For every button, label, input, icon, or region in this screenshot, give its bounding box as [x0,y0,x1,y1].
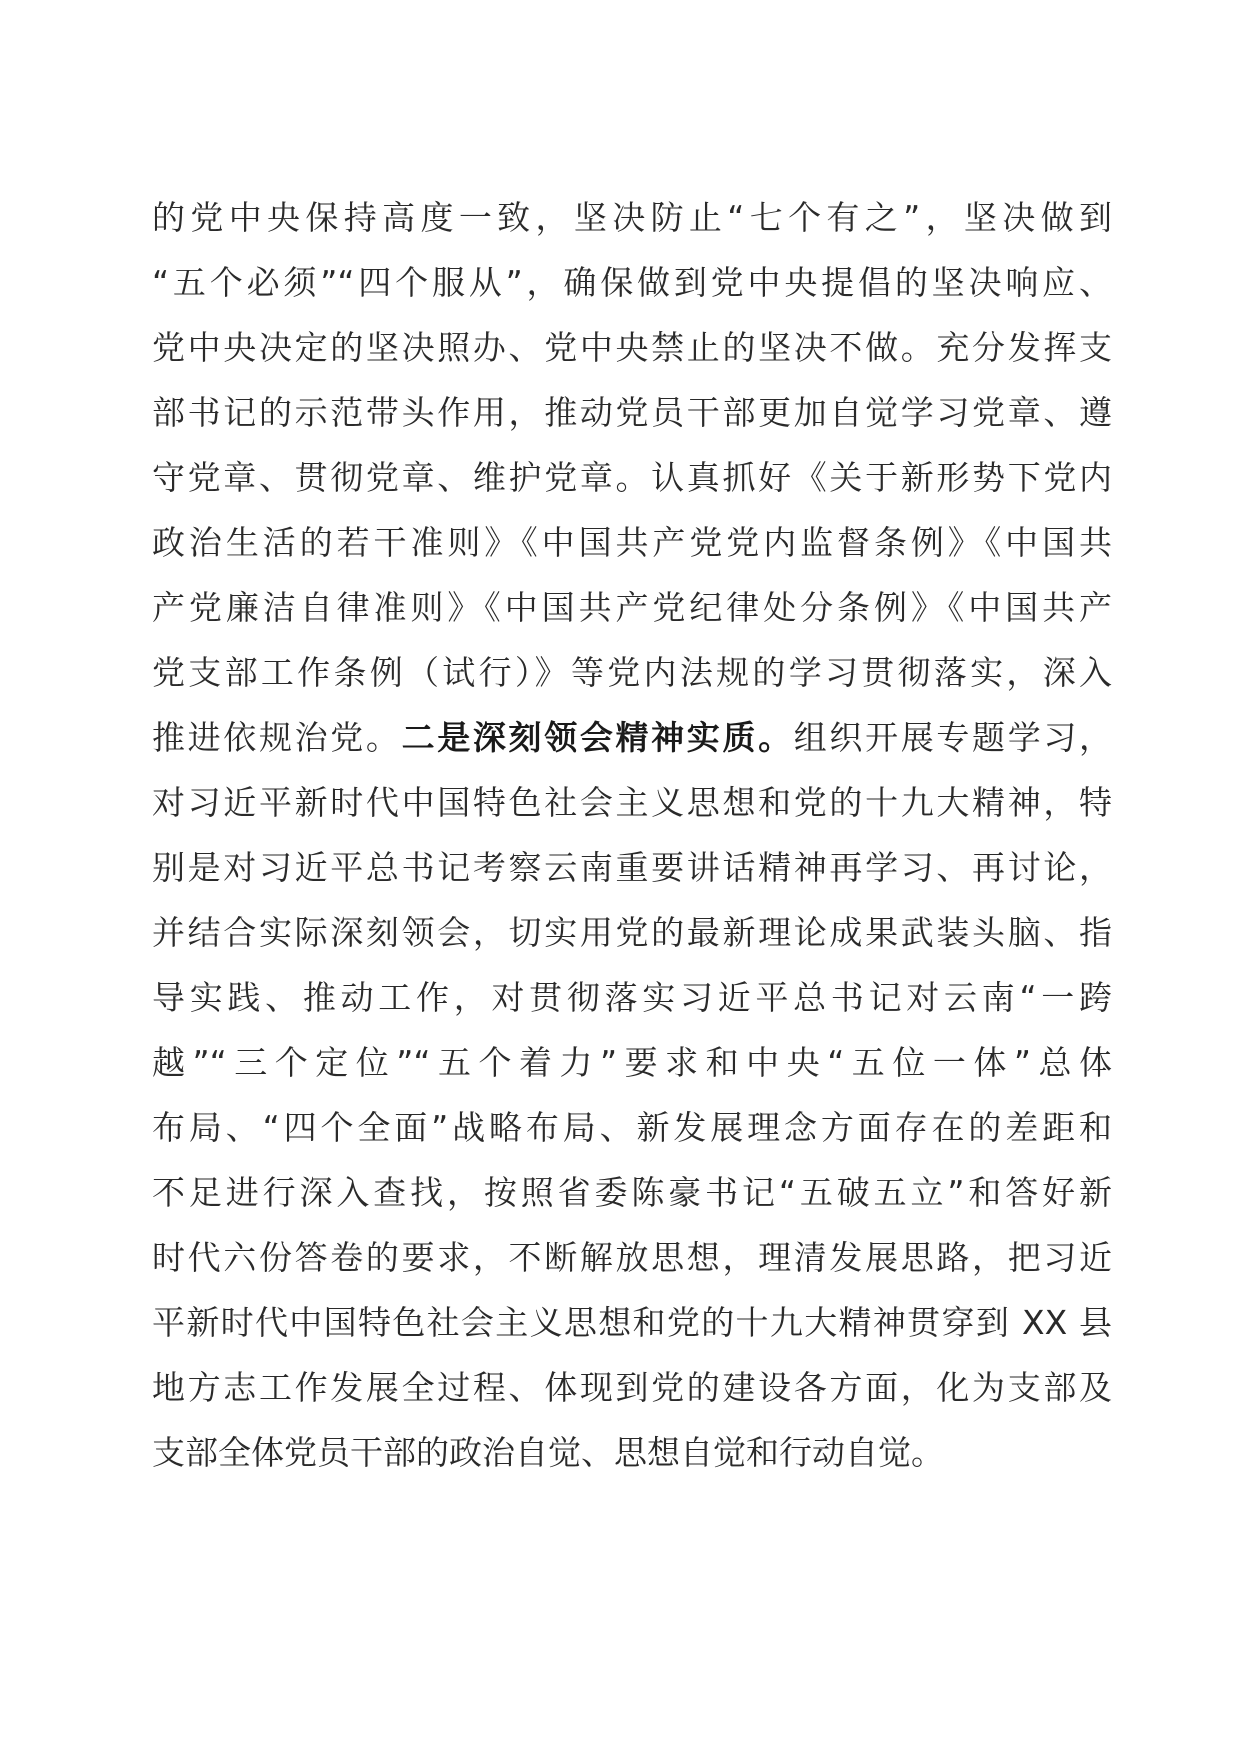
text-line-19: 地方志工作发展全过程、体现到党的建设各方面，化为支部及 [152,1368,1112,1407]
text-line-6: 政治生活的若干准则》《中国共产党党内监督条例》《中国共 [152,523,1112,562]
text-line-11: 别是对习近平总书记考察云南重要讲话精神再学习、再讨论， [152,848,1112,887]
text-line-1: 的党中央保持高度一致，坚决防止“七个有之”，坚决做到 [152,198,1112,237]
text-line-7: 产党廉洁自律准则》《中国共产党纪律处分条例》《中国共产 [152,588,1112,627]
text-line-15: 布局、“四个全面”战略布局、新发展理念方面存在的差距和 [152,1108,1112,1147]
text-line-5: 守党章、贯彻党章、维护党章。认真抓好《关于新形势下党内 [152,458,1112,497]
text-line-9-tail: 组织开展专题学习， [793,718,1113,757]
text-line-2: “五个必须”“四个服从”，确保做到党中央提倡的坚决响应、 [152,263,1112,302]
text-line-10: 对习近平新时代中国特色社会主义思想和党的十九大精神，特 [152,783,1112,822]
text-line-4: 部书记的示范带头作用，推动党员干部更加自觉学习党章、遵 [152,393,1112,432]
text-line-3: 党中央决定的坚决照办、党中央禁止的坚决不做。充分发挥支 [152,328,1112,367]
section-heading-two: 二是深刻领会精神实质。 [401,718,794,757]
text-line-16: 不足进行深入查找，按照省委陈豪书记“五破五立”和答好新 [152,1173,1112,1212]
text-line-13: 导实践、推动工作，对贯彻落实习近平总书记对云南“一跨 [152,978,1112,1017]
text-line-12: 并结合实际深刻领会，切实用党的最新理论成果武装头脑、指 [152,913,1112,952]
text-line-14: 越”“三个定位”“五个着力”要求和中央“五位一体”总体 [152,1043,1112,1082]
text-line-8: 党支部工作条例（试行）》等党内法规的学习贯彻落实，深入 [152,653,1112,692]
text-line-20: 支部全体党员干部的政治自觉、思想自觉和行动自觉。 [152,1433,944,1472]
text-line-17: 时代六份答卷的要求，不断解放思想，理清发展思路，把习近 [152,1238,1112,1277]
text-line-9 [152,705,1112,770]
text-line-18: 平新时代中国特色社会主义思想和党的十九大精神贯穿到 XX 县 [152,1303,1112,1342]
body-paragraph [152,185,1112,1485]
text-line-9-lead: 推进依规治党。 [152,718,402,757]
